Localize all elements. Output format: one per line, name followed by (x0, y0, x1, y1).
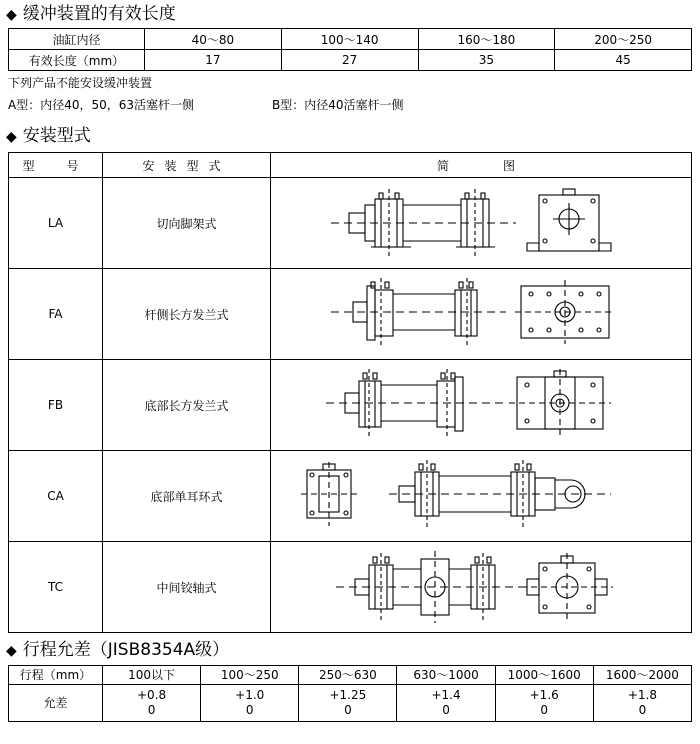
stroke-label: 行程（mm） (9, 666, 103, 685)
mount-name: 中间铰轴式 (103, 542, 271, 633)
cylinder-rod-flange-diagram (281, 272, 681, 356)
cylinder-cap-flange-diagram (281, 363, 681, 447)
mounting-table (8, 152, 692, 633)
diagram-cell (271, 178, 692, 269)
cushion-header-label: 油缸内径 (9, 29, 145, 50)
diamond-bullet-icon: ◆ (6, 7, 17, 23)
cylinder-clevis-diagram (281, 454, 681, 538)
tolerance-value: +0.8 0 (103, 685, 201, 722)
mount-name: 底部长方发兰式 (103, 360, 271, 451)
cushion-value: 27 (281, 50, 418, 71)
cushion-col: 100～140 (281, 29, 418, 50)
cushion-table (8, 28, 692, 71)
section-title-stroke-tolerance: ◆ 行程允差（JISB8354A级） (6, 640, 230, 660)
section-title-cushion: ◆ 缓冲装置的有效长度 (6, 4, 176, 24)
mount-name: 底部单耳环式 (103, 451, 271, 542)
diamond-bullet-icon: ◆ (6, 129, 17, 145)
note-no-cushion: 下列产品不能安设缓冲装置 (8, 76, 153, 90)
header-model: 型 号 (9, 153, 103, 178)
tolerance-value: +1.25 0 (299, 685, 397, 722)
stroke-range: 1000～1600 (495, 666, 593, 685)
mount-name: 切向脚架式 (103, 178, 271, 269)
model-code: CA (9, 451, 103, 542)
section-title-mounting: ◆ 安装型式 (6, 126, 91, 146)
cushion-value-label: 有效长度（mm） (9, 50, 145, 71)
mount-name: 杆侧长方发兰式 (103, 269, 271, 360)
header-diagram: 简 图 (271, 153, 692, 178)
note-type-a: A型：内径40，50，63活塞杆一侧 (8, 98, 195, 112)
table-row (9, 542, 692, 633)
stroke-range: 100以下 (103, 666, 201, 685)
cushion-value: 17 (145, 50, 282, 71)
cushion-col: 200～250 (555, 29, 692, 50)
table-row (9, 269, 692, 360)
model-code: TC (9, 542, 103, 633)
stroke-range: 1600～2000 (593, 666, 691, 685)
cylinder-trunnion-diagram (281, 545, 681, 629)
cushion-col: 160～180 (418, 29, 555, 50)
diagram-cell (271, 269, 692, 360)
tolerance-value: +1.6 0 (495, 685, 593, 722)
table-row (9, 451, 692, 542)
table-row (9, 178, 692, 269)
table-row (9, 360, 692, 451)
stroke-range: 250～630 (299, 666, 397, 685)
tolerance-label: 允差 (9, 685, 103, 722)
header-mount-type: 安装型式 (103, 153, 271, 178)
model-code: LA (9, 178, 103, 269)
stroke-range: 630～1000 (397, 666, 495, 685)
model-code: FA (9, 269, 103, 360)
model-code: FB (9, 360, 103, 451)
diamond-bullet-icon: ◆ (6, 643, 17, 659)
cushion-value: 45 (555, 50, 692, 71)
tolerance-value: +1.8 0 (593, 685, 691, 722)
cushion-col: 40～80 (145, 29, 282, 50)
stroke-tolerance-table (8, 665, 692, 722)
diagram-cell (271, 360, 692, 451)
stroke-range: 100～250 (201, 666, 299, 685)
tolerance-value: +1.0 0 (201, 685, 299, 722)
tolerance-value: +1.4 0 (397, 685, 495, 722)
diagram-cell (271, 451, 692, 542)
diagram-cell (271, 542, 692, 633)
cushion-value: 35 (418, 50, 555, 71)
cylinder-foot-mount-diagram (281, 181, 681, 265)
note-type-b: B型：内径40活塞杆一侧 (272, 98, 404, 112)
